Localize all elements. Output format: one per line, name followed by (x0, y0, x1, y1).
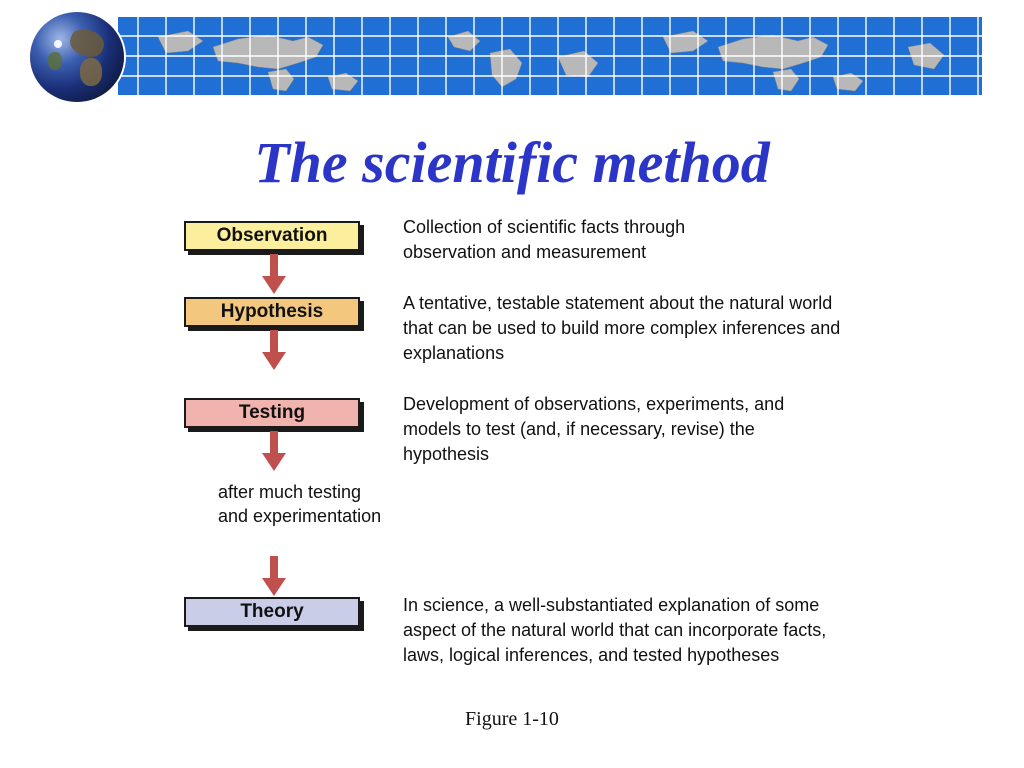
theory-box (184, 597, 360, 627)
testing-label: Testing (238, 402, 306, 423)
theory-description: In science, a well-substantiated explanation of some aspect of the natural world that can incorporate facts, laws, logical inferences, and tested hypotheses (403, 595, 827, 665)
theory-label: Theory (240, 601, 304, 622)
globe-icon (30, 12, 124, 102)
slide-title: The scientific method (254, 130, 770, 195)
hypothesis-description: A tentative, testable statement about the natural world that can be used to build more complex inferences and explanations (403, 293, 841, 363)
down-arrow-icon (262, 254, 286, 294)
hypothesis-box (184, 297, 360, 327)
header-banner (118, 17, 982, 95)
hypothesis-label: Hypothesis (220, 301, 324, 322)
testing-description: Development of observations, experiments, and models to test (and, if necessary, revise) the hypothesis (403, 394, 785, 464)
down-arrow-icon (262, 330, 286, 370)
down-arrow-icon (262, 556, 286, 596)
down-arrow-icon (262, 431, 286, 471)
observation-label: Observation (216, 225, 328, 246)
side-note: after much testing and experimentation (218, 482, 382, 526)
testing-box (184, 398, 360, 428)
observation-description: Collection of scientific facts through observation and measurement (403, 217, 686, 262)
world-map-banner-graphic (118, 17, 982, 95)
observation-box (184, 221, 360, 251)
figure-caption: Figure 1-10 (465, 708, 559, 730)
